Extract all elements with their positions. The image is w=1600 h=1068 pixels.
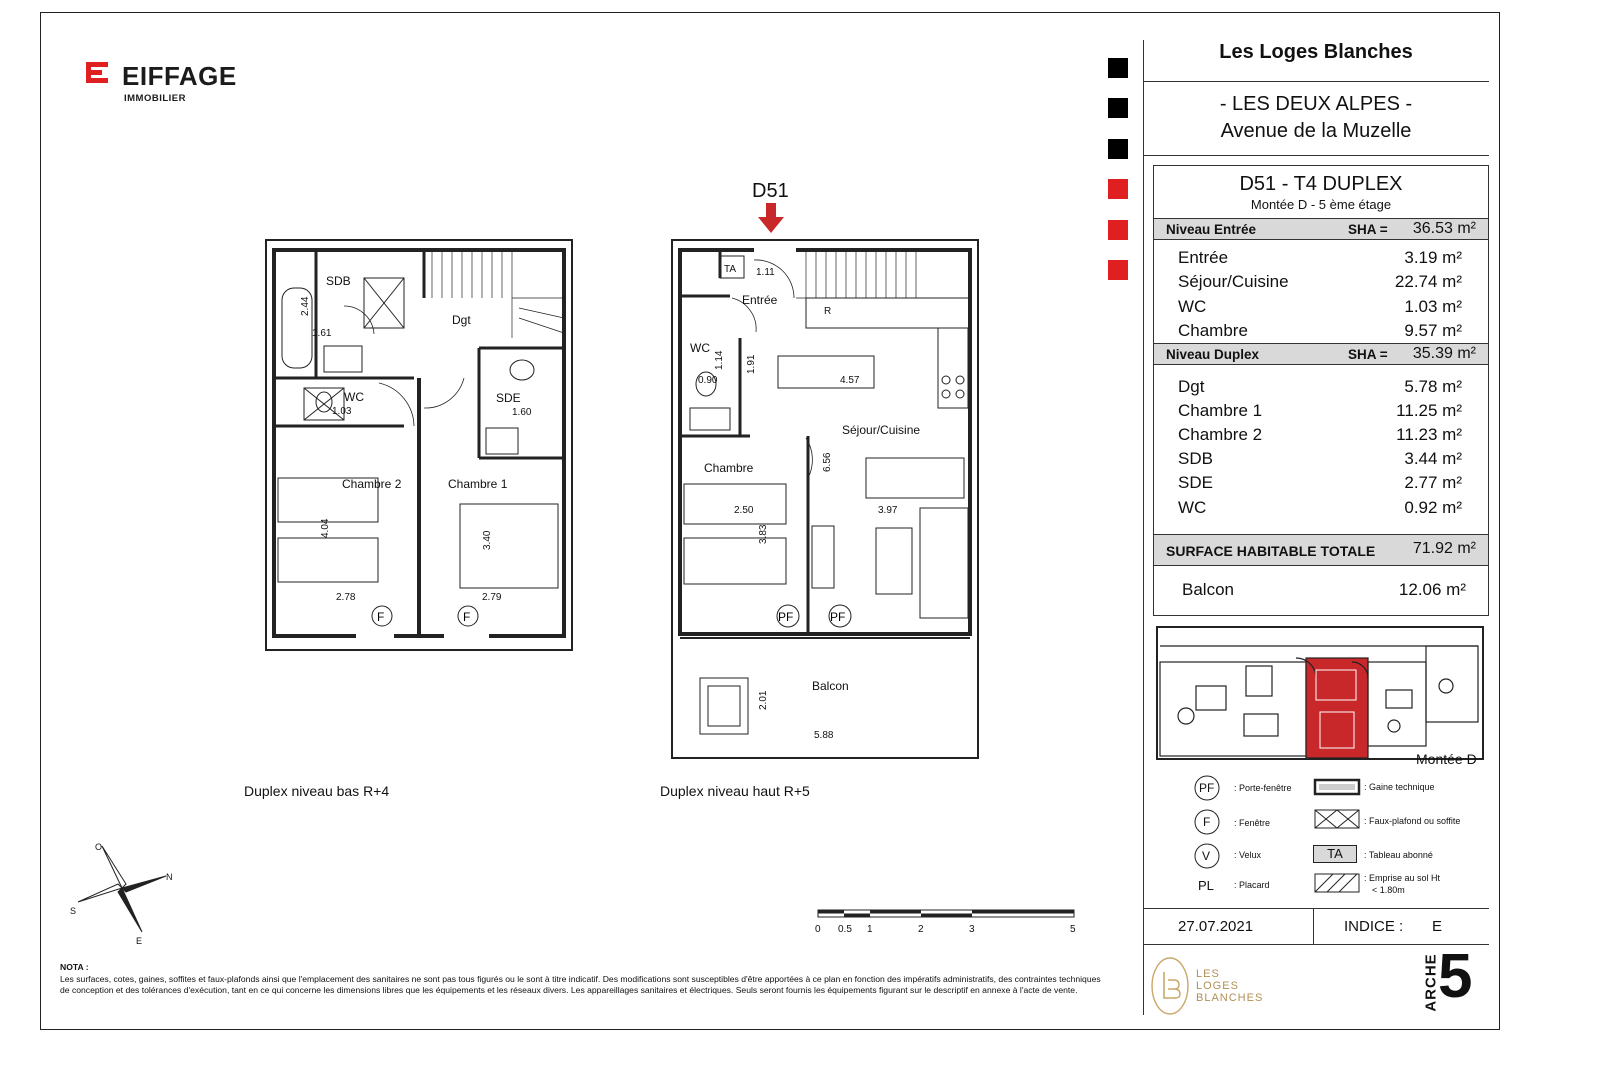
room-area: 11.25 m² xyxy=(1396,401,1462,420)
floor-square xyxy=(1108,260,1128,280)
legend-faux-text: : Faux-plafond ou soffite xyxy=(1364,816,1461,826)
brand-line: BLANCHES xyxy=(1196,992,1264,1004)
sha-value: 35.39 m² xyxy=(1412,345,1476,362)
legend-v-text: : Velux xyxy=(1234,850,1262,860)
tag-r: R xyxy=(824,306,832,317)
surface-row xyxy=(1154,401,1488,425)
room-area: 5.78 m² xyxy=(1404,377,1462,396)
unit-subtitle: Montée D - 5 ème étage xyxy=(1250,197,1392,212)
dim-label: 1.91 xyxy=(746,354,757,374)
divider xyxy=(1143,155,1489,156)
room-name: Chambre 2 xyxy=(1178,425,1263,444)
surface-row xyxy=(1154,248,1488,272)
floor-plan-lower xyxy=(264,238,576,654)
window-mark: F xyxy=(463,610,471,624)
faux-plafond-icon xyxy=(1313,808,1361,830)
door-mark: PF xyxy=(830,610,846,624)
legend-pl-text: : Placard xyxy=(1234,880,1270,890)
sha-label: SHA = xyxy=(1348,347,1388,362)
room-name: Chambre xyxy=(1178,321,1248,340)
floor-square xyxy=(1108,220,1128,240)
dim-label: 1.60 xyxy=(512,407,532,418)
entrance-arrow-icon xyxy=(758,203,784,233)
room-label-balcon: Balcon xyxy=(812,679,849,693)
room-label-sejour-cuisine: Séjour/Cuisine xyxy=(842,423,921,437)
apartment-label: D51 xyxy=(752,180,789,202)
legend-gaine-text: : Gaine technique xyxy=(1364,782,1435,792)
compass-n: N xyxy=(166,872,173,882)
sha-value: 36.53 m² xyxy=(1412,220,1476,237)
surface-row xyxy=(1154,321,1488,345)
project-city: - LES DEUX ALPES - xyxy=(1219,93,1413,115)
room-area: 22.74 m² xyxy=(1394,272,1462,291)
room-area: 1.03 m² xyxy=(1404,297,1462,316)
dim-label: 1.03 xyxy=(332,406,352,417)
sha-label: SHA = xyxy=(1348,222,1388,237)
room-name: SDE xyxy=(1178,473,1213,492)
dim-label: 3.97 xyxy=(878,505,898,516)
project-street: Avenue de la Muzelle xyxy=(1220,120,1412,142)
room-name: Chambre 1 xyxy=(1178,401,1263,420)
window-mark: F xyxy=(377,610,385,624)
scale-tick: 5 xyxy=(1070,924,1076,935)
unit-title: D51 - T4 DUPLEX xyxy=(1239,173,1403,195)
indice-value: E xyxy=(1432,918,1443,935)
room-label-sde: SDE xyxy=(496,391,521,405)
brand-line: LOGES xyxy=(1196,980,1239,992)
compass-e: E xyxy=(136,936,143,946)
dim-label: 4.57 xyxy=(840,375,860,386)
dim-label: 3.40 xyxy=(482,530,493,550)
surface-row xyxy=(1154,377,1488,401)
dim-label: 1.14 xyxy=(714,350,725,370)
eiffage-logo-icon xyxy=(86,60,114,88)
dim-label: 6.56 xyxy=(822,452,833,472)
scale-tick: 1 xyxy=(867,924,873,935)
caption-upper: Duplex niveau haut R+5 xyxy=(660,783,810,799)
keyplan-label: Montée D xyxy=(1416,751,1477,767)
brand-line: LES xyxy=(1196,968,1220,980)
floor-square xyxy=(1108,58,1128,78)
disclaimer-note xyxy=(60,962,1110,997)
legend-pf-text: : Porte-fenêtre xyxy=(1234,783,1292,793)
surface-row xyxy=(1154,425,1488,449)
scale-tick: 3 xyxy=(969,924,975,935)
room-name: Dgt xyxy=(1178,377,1205,396)
dim-label: 2.44 xyxy=(300,296,311,316)
room-label-dgt: Dgt xyxy=(452,313,471,327)
level-label: Niveau Entrée xyxy=(1166,222,1257,237)
compass-s: S xyxy=(70,906,77,916)
level-band-duplex xyxy=(1154,343,1488,365)
caption-lower: Duplex niveau bas R+4 xyxy=(244,783,390,799)
room-name: Séjour/Cuisine xyxy=(1178,272,1289,291)
divider xyxy=(1143,908,1489,909)
room-label-chambre-1: Chambre 1 xyxy=(448,477,508,491)
level-label: Niveau Duplex xyxy=(1166,347,1260,362)
surface-row xyxy=(1154,297,1488,321)
logo-wordmark: EIFFAGE xyxy=(122,61,237,91)
scale-bar xyxy=(812,906,1082,938)
room-area: 9.57 m² xyxy=(1404,321,1462,340)
tag-ta: TA xyxy=(724,264,737,275)
surface-table xyxy=(1153,165,1489,616)
legend-f-sym: F xyxy=(1203,815,1211,829)
dim-label: 3.83 xyxy=(758,524,769,544)
room-area: 0.92 m² xyxy=(1404,498,1462,517)
dim-label: 0.90 xyxy=(698,375,718,386)
room-area: 3.44 m² xyxy=(1404,449,1462,468)
legend-ta-text: : Tableau abonné xyxy=(1364,850,1433,860)
dim-label: 2.01 xyxy=(758,690,769,710)
room-label-entree: Entrée xyxy=(742,293,778,307)
room-area: 2.77 m² xyxy=(1404,473,1462,492)
scale-tick: 0 xyxy=(815,924,821,935)
total-label: SURFACE HABITABLE TOTALE xyxy=(1166,543,1376,559)
note-title: NOTA : xyxy=(60,962,89,972)
room-area: 3.19 m² xyxy=(1404,248,1462,267)
surface-row xyxy=(1154,473,1488,497)
legend-ta-sym: TA xyxy=(1313,845,1357,863)
loges-blanches-emblem-icon xyxy=(1148,954,1192,1018)
scale-tick: 2 xyxy=(918,924,924,935)
dim-label: 4.04 xyxy=(320,518,331,538)
dim-label: 1.11 xyxy=(756,267,775,278)
room-label-sdb: SDB xyxy=(326,274,351,288)
dim-label: 5.88 xyxy=(814,730,834,741)
panel-divider xyxy=(1143,40,1144,1015)
room-area: 11.23 m² xyxy=(1396,425,1462,444)
dim-label: 2.78 xyxy=(336,592,356,603)
project-title: Les Loges Blanches xyxy=(1219,41,1413,63)
scale-tick: 0.5 xyxy=(838,924,852,935)
room-name: SDB xyxy=(1178,449,1213,468)
footer-divider xyxy=(1313,908,1314,944)
indice-label: INDICE : xyxy=(1344,918,1404,935)
logo-subtitle: IMMOBILIER xyxy=(124,93,186,104)
room-label-wc: WC xyxy=(690,341,710,355)
eiffage-logo xyxy=(86,60,246,108)
floor-square xyxy=(1108,179,1128,199)
divider xyxy=(1143,81,1489,82)
door-mark: PF xyxy=(778,610,794,624)
floor-plan-upper xyxy=(670,238,982,762)
room-name: WC xyxy=(1178,498,1207,517)
legend-f-text: : Fenêtre xyxy=(1234,818,1271,828)
dim-label: 2.79 xyxy=(482,592,502,603)
gaine-technique-icon xyxy=(1313,778,1361,796)
note-text: Les surfaces, cotes, gaines, soffites et faux-plafonds ainsi que l'emplacement des sanitaires ne sont pas tous figurés ou le sont à titre indicatif. Des modifications sont susceptibles d'être apportées à ce plan en fonction des impératifs administratifs, des contraintes techniques de conception et des tolérances d'exécution, tant en ce qui concerne les dimensions libres que les équipements et les réseaux divers. Les appareillages sanitaires et électriques. Seuls seront fournis les équipements figurant sur le descriptif en annexe à l'acte de vente. xyxy=(60,973,1101,995)
surface-row xyxy=(1154,272,1488,296)
balcon-value: 12.06 m² xyxy=(1398,580,1466,599)
compass-icon xyxy=(62,838,182,950)
legend-pl-sym: PL xyxy=(1198,878,1214,893)
room-name: Entrée xyxy=(1178,248,1229,267)
balcon-label: Balcon xyxy=(1182,580,1234,599)
floor-square xyxy=(1108,98,1128,118)
surface-row xyxy=(1154,449,1488,473)
room-label-chambre-2: Chambre 2 xyxy=(342,477,402,491)
total-surface-band xyxy=(1154,534,1488,566)
compass-o: O xyxy=(95,842,103,852)
legend-emprise-text2: < 1.80m xyxy=(1372,885,1405,895)
dim-label: 2.50 xyxy=(734,505,754,516)
total-value: 71.92 m² xyxy=(1412,540,1476,557)
arche-word: ARCHE xyxy=(1422,953,1440,1012)
floor-square xyxy=(1108,139,1128,159)
legend-emprise-text1: : Emprise au sol Ht xyxy=(1364,873,1441,883)
room-label-chambre: Chambre xyxy=(704,461,754,475)
legend-v-sym: V xyxy=(1202,849,1211,863)
surface-row xyxy=(1154,498,1488,522)
arche-number: 5 xyxy=(1438,942,1473,1011)
dim-label: 1.61 xyxy=(312,328,332,339)
level-band-entree xyxy=(1154,218,1488,240)
room-name: WC xyxy=(1178,297,1207,316)
room-label-wc: WC xyxy=(344,390,364,404)
plan-date: 27.07.2021 xyxy=(1178,918,1254,935)
legend-pf-sym: PF xyxy=(1199,781,1215,795)
emprise-icon xyxy=(1313,872,1361,894)
key-plan xyxy=(1156,626,1484,760)
